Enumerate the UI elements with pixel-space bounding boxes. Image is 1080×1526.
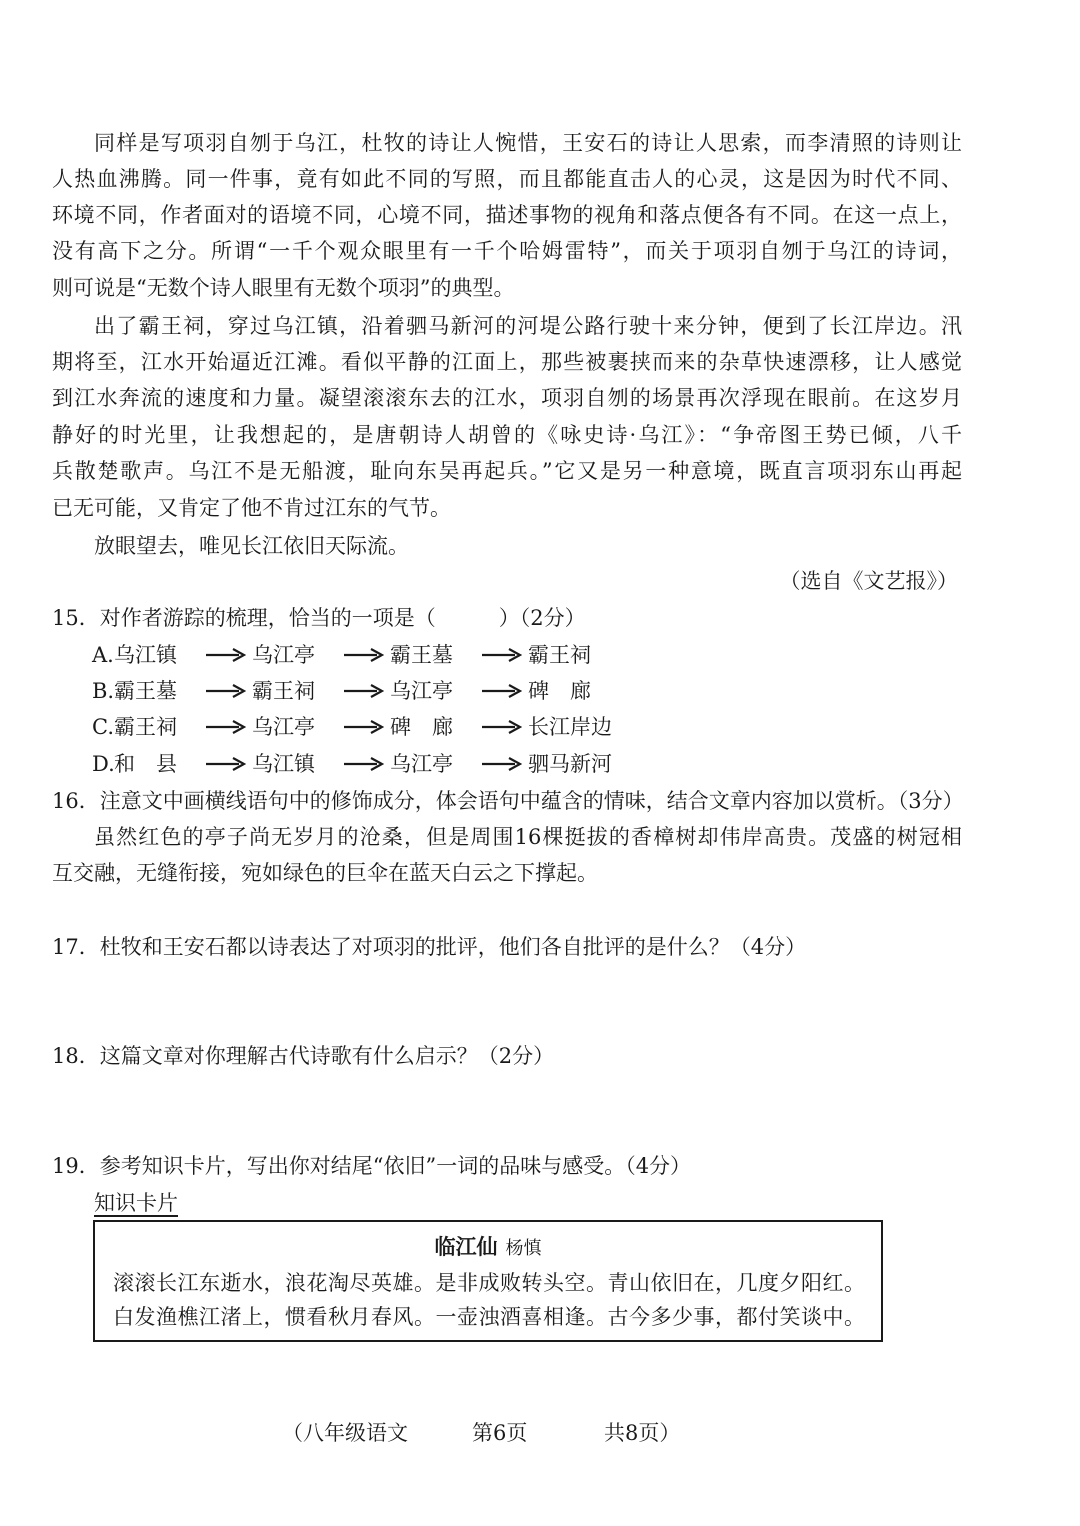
option-letter: C. [92,715,114,739]
passage-line: 环境不同，作者面对的语境不同，心境不同，描述事物的视角和落点便各有不同。在这一点上， [52,203,962,227]
footer-total-pages: 共8页） [604,1421,681,1445]
passage-line: 期将至，江水开始逼近江滩。看似平静的江面上，那些被裹挟而来的杂草快速漂移，让人感觉 [52,350,962,374]
route-stop: 乌江镇 [252,752,315,776]
question-17: 17．杜牧和王安石都以诗表达了对项羽的批评，他们各自批评的是什么？（4分） [52,935,807,959]
arrow-right-icon [344,681,384,701]
arrow-right-icon [482,754,522,774]
arrow-right-icon [206,717,246,737]
route-stop: 和 县 [114,752,177,776]
arrow-right-icon [344,754,384,774]
knowledge-card-label: 知识卡片 [94,1191,178,1215]
q16-quote-line: 互交融，无缝衔接，宛如绿色的巨伞在蓝天白云之下撑起。 [52,861,598,885]
route-stop: 霸王墓 [114,679,177,703]
knowledge-card [93,1220,883,1342]
q15-option [92,749,620,779]
passage-line: 兵散楚歌声。乌江不是无船渡，耻向东吴再起兵。”它又是另一种意境，既直言项羽东山再起 [52,459,962,483]
route-stop: 碑 廊 [390,715,453,739]
passage-line: 到江水奔流的速度和力量。凝望滚滚东去的江水，项羽自刎的场景再次浮现在眼前。在这岁月 [52,386,962,410]
arrow-right-icon [482,645,522,665]
passage-line: 则可说是“无数个诗人眼里有无数个项羽”的典型。 [52,276,515,300]
poem-line: 滚滚长江东逝水，浪花淘尽英雄。是非成败转头空。青山依旧在，几度夕阳红。 [113,1271,865,1295]
route-stop: 霸王祠 [252,679,315,703]
question-19: 19．参考知识卡片，写出你对结尾“依旧”一词的品味与感受。（4分） [52,1154,692,1178]
source-citation: （选自《文艺报》） [779,569,958,593]
passage-line: 出了霸王祠，穿过乌江镇，沿着驷马新河的河堤公路行驶十来分钟，便到了长江岸边。汛 [94,314,962,338]
question-16: 16．注意文中画横线语句中的修饰成分，体会语句中蕴含的情味，结合文章内容加以赏析。（3分） [52,789,964,813]
option-letter: B. [92,679,115,703]
arrow-right-icon [344,645,384,665]
route-stop: 驷马新河 [528,752,612,776]
poem-title: 临江仙 [434,1234,498,1259]
route-stop: 碑 廊 [528,679,591,703]
route-stop: 乌江亭 [252,715,315,739]
passage-line: 静好的时光里，让我想起的，是唐朝诗人胡曾的《咏史诗·乌江》：“争帝图王势已倾，八千 [52,423,962,447]
poem-line: 白发渔樵江渚上，惯看秋月春风。一壶浊酒喜相逢。古今多少事，都付笑谈中。 [113,1305,865,1329]
arrow-right-icon [206,681,246,701]
option-letter: D. [92,752,115,776]
q15-option [92,640,620,670]
poem-heading [95,1232,881,1264]
route-stop: 长江岸边 [528,715,612,739]
option-letter: A. [92,643,114,667]
route-stop: 霸王祠 [528,643,591,667]
arrow-right-icon [206,645,246,665]
page-footer [282,1418,680,1448]
q15-option [92,676,620,706]
question-15: 15．对作者游踪的梳理，恰当的一项是（ ）（2分） [52,606,586,630]
passage-line: 没有高下之分。所谓“一千个观众眼里有一千个哈姆雷特”，而关于项羽自刎于乌江的诗词， [52,239,962,263]
footer-subject: （八年级语文 [282,1421,408,1445]
footer-page-number: 第6页 [472,1421,528,1445]
poem-author: 杨慎 [505,1238,542,1259]
arrow-right-icon [206,754,246,774]
passage-line: 同样是写项羽自刎于乌江，杜牧的诗让人惋惜，王安石的诗让人思索，而李清照的诗则让 [94,131,962,155]
q16-quote-line: 虽然红色的亭子尚无岁月的沧桑，但是周围16棵挺拔的香樟树却伟岸高贵。茂盛的树冠相 [94,825,962,849]
passage-line: 放眼望去，唯见长江依旧天际流。 [94,534,409,558]
route-stop: 霸王墓 [390,643,453,667]
q15-option [92,712,620,742]
arrow-right-icon [482,681,522,701]
arrow-right-icon [482,717,522,737]
route-stop: 乌江亭 [390,752,453,776]
route-stop: 霸王祠 [114,715,177,739]
route-stop: 乌江亭 [390,679,453,703]
route-stop: 乌江亭 [252,643,315,667]
arrow-right-icon [344,717,384,737]
passage-line: 已无可能，又肯定了他不肯过江东的气节。 [52,496,451,520]
passage-line: 人热血沸腾。同一件事，竟有如此不同的写照，而且都能直击人的心灵，这是因为时代不同、 [52,167,962,191]
route-stop: 乌江镇 [114,643,177,667]
question-18: 18．这篇文章对你理解古代诗歌有什么启示？（2分） [52,1044,555,1068]
